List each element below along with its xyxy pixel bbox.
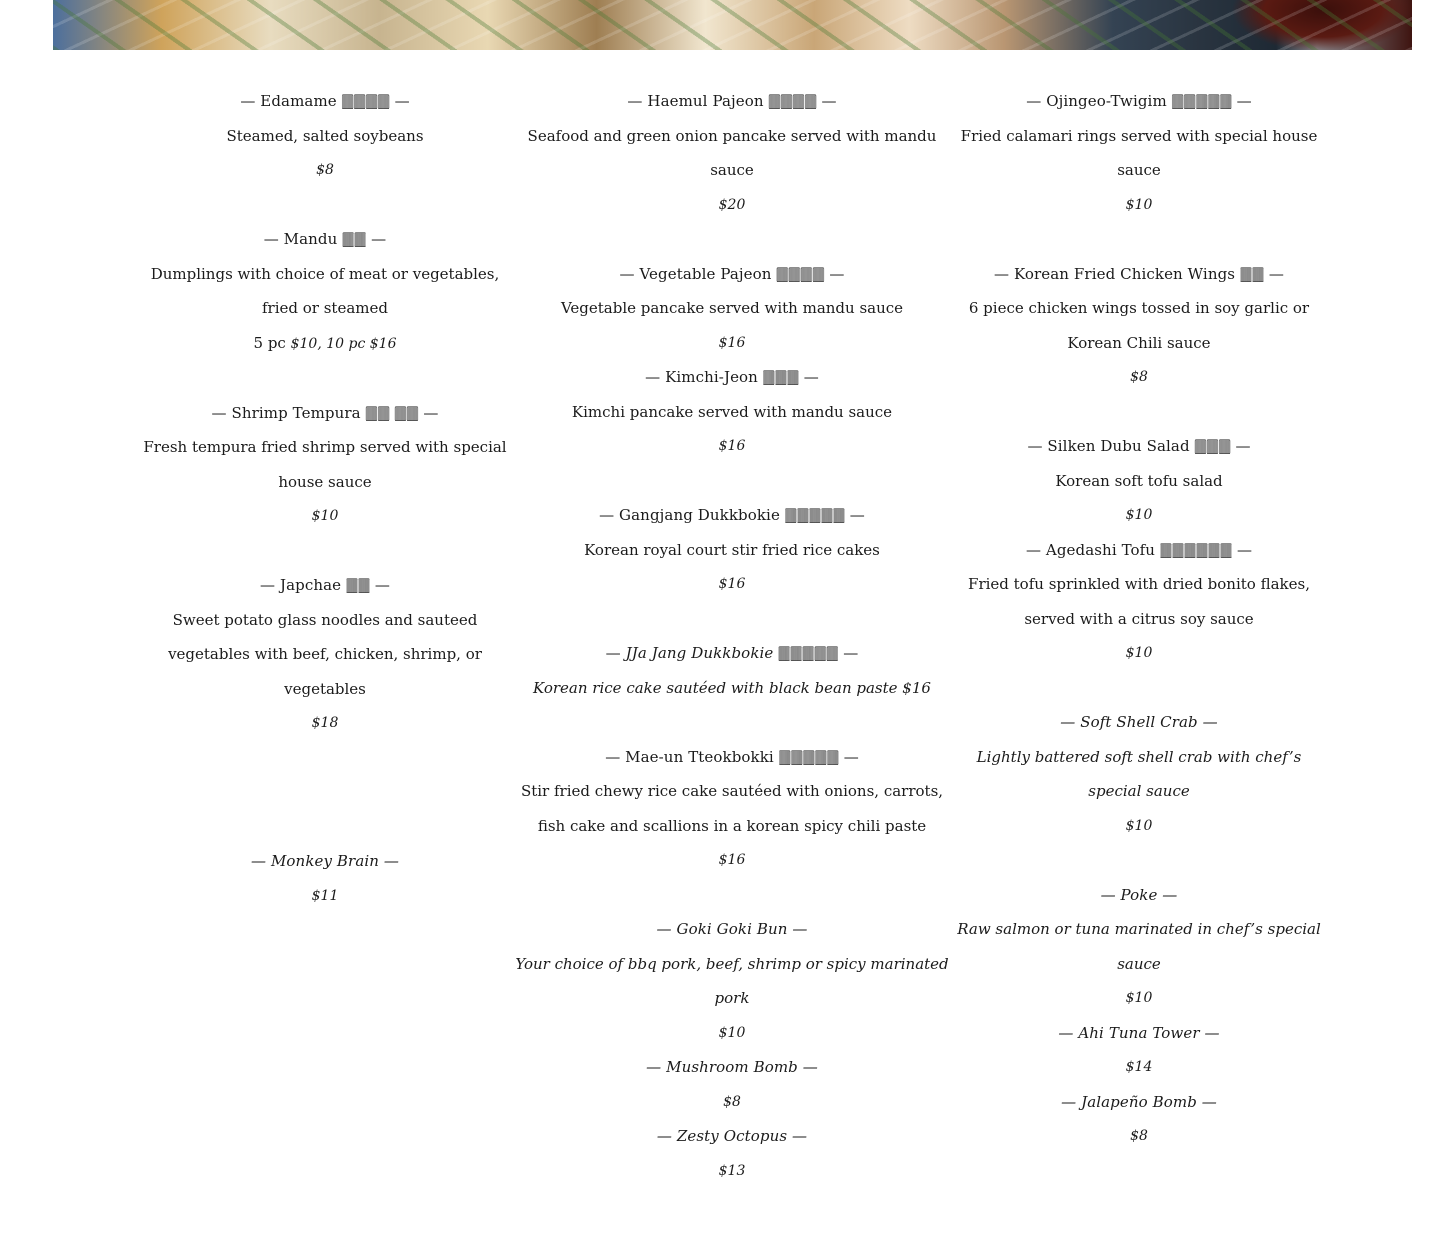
item-price-prefix: 5 pc xyxy=(253,333,291,352)
menu-item-edamame xyxy=(140,84,510,188)
menu-item-soft-shell-crab xyxy=(954,705,1324,843)
item-title: — Haemul Pajeon 🀫🀫🀫🀫 — xyxy=(627,92,837,110)
menu-item-ojingeo-twigim xyxy=(954,84,1324,222)
menu-item-agedashi-tofu xyxy=(954,533,1324,671)
item-price: $10 xyxy=(1125,817,1153,834)
menu-item-mushroom-bomb xyxy=(512,1050,952,1119)
item-title: — Mushroom Bomb — xyxy=(646,1058,818,1076)
menu-item-jalapeno-bomb xyxy=(954,1085,1324,1154)
hero-food-photo xyxy=(53,0,1412,50)
item-title: — Japchae 🀫🀫 — xyxy=(260,576,390,594)
item-title: — Shrimp Tempura 🀫🀫 🀫🀫 — xyxy=(211,403,439,422)
item-price: $10 xyxy=(1125,645,1153,661)
item-description: 6 piece chicken wings tossed in soy garlic or Korean Chili sauce xyxy=(968,299,1310,352)
item-description: Stir fried chewy rice cake sautéed with onions, carrots, fish cake and scallions in a korean spicy chili paste xyxy=(520,782,944,835)
menu-item-korean-fried-chicken-wings xyxy=(954,257,1324,395)
item-title: — Agedashi Tofu 🀫🀫🀫🀫🀫🀫 — xyxy=(1025,540,1253,559)
item-title: — Mae-un Tteokbokki 🀫🀫🀫🀫🀫 — xyxy=(605,747,859,766)
item-description: Korean soft tofu salad xyxy=(1055,471,1223,490)
menu-column-2 xyxy=(512,84,952,1188)
item-title: — Silken Dubu Salad 🀫🀫🀫 — xyxy=(1027,437,1251,455)
item-price: $16 xyxy=(718,334,746,351)
item-price: $16 xyxy=(718,852,746,868)
item-description: Raw salmon or tuna marinated in chef’s special sauce xyxy=(957,920,1321,973)
item-price: $13 xyxy=(718,1162,746,1179)
item-title: — Mandu 🀫🀫 — xyxy=(263,230,387,248)
menu-column-1 xyxy=(140,84,510,913)
item-description: Vegetable pancake served with mandu sauce xyxy=(560,299,904,317)
item-description: Fried tofu sprinkled with dried bonito flakes, served with a citrus soy sauce xyxy=(968,575,1310,628)
item-price: $10 xyxy=(1125,196,1153,213)
item-price: $20 xyxy=(718,196,746,213)
menu-item-monkey-brain xyxy=(140,844,510,913)
item-title: — Goki Goki Bun — xyxy=(656,920,808,938)
item-price: $18 xyxy=(311,715,339,731)
menu-item-shrimp-tempura xyxy=(140,396,510,534)
item-title: — Soft Shell Crab — xyxy=(1060,713,1218,731)
item-title xyxy=(512,636,952,671)
menu-item-silken-dubu-salad xyxy=(954,429,1324,533)
menu-item-haemul-pajeon xyxy=(512,84,952,222)
item-description: Lightly battered soft shell crab with chef’s special sauce xyxy=(976,747,1302,800)
item-price: $10 xyxy=(1125,990,1153,1006)
menu-column-3 xyxy=(954,84,1324,1154)
item-title: — Kimchi-Jeon 🀫🀫🀫 — xyxy=(645,368,819,386)
menu-item-mandu xyxy=(140,222,510,361)
item-title-suffix: 🀫🀫🀫🀫🀫 — xyxy=(773,644,859,662)
item-description: Seafood and green onion pancake served with mandu sauce xyxy=(527,126,937,179)
item-price: $10 xyxy=(1125,507,1153,523)
item-price: $16 xyxy=(718,576,746,592)
item-description: Korean rice cake sautéed with black bean paste $16 xyxy=(533,678,931,697)
item-description: Your choice of bbq pork, beef, shrimp or spicy marinated pork xyxy=(515,954,949,1007)
item-title: — Gangjang Dukkbokie 🀫🀫🀫🀫🀫 — xyxy=(599,506,865,524)
item-price: $11 xyxy=(311,887,339,904)
item-title: — Ahi Tuna Tower — xyxy=(1058,1023,1220,1042)
menu-item-goki-goki-bun xyxy=(512,912,952,1050)
item-price: $8 xyxy=(316,162,334,178)
item-title: — Ojingeo-Twigim 🀫🀫🀫🀫🀫 — xyxy=(1026,92,1252,110)
item-price: $8 xyxy=(723,1093,741,1110)
menu-item-jja-jang-dukkbokie xyxy=(512,636,952,705)
menu-item-vegetable-pajeon xyxy=(512,257,952,361)
item-description: Sweet potato glass noodles and sauteed vegetables with beef, chicken, shrimp, or vegetables xyxy=(168,610,482,698)
menu-item-kimchi-jeon xyxy=(512,360,952,464)
item-title: — Zesty Octopus — xyxy=(656,1127,808,1145)
item-price: $10 xyxy=(718,1024,746,1041)
item-description: Fresh tempura fried shrimp served with special house sauce xyxy=(143,438,507,491)
item-title-prefix: — xyxy=(605,644,626,662)
item-title: — Monkey Brain — xyxy=(251,852,399,870)
menu-item-gangjang-dukkbokie xyxy=(512,498,952,602)
item-title: — Jalapeño Bomb — xyxy=(1061,1092,1217,1111)
item-description: Dumplings with choice of meat or vegetables, fried or steamed xyxy=(150,264,500,317)
item-description: Korean royal court stir fried rice cakes xyxy=(584,540,880,559)
item-price-line xyxy=(140,326,510,362)
item-price: $10, 10 pc $16 xyxy=(290,335,397,352)
item-price: $8 xyxy=(1130,1128,1148,1144)
item-price: $8 xyxy=(1130,369,1148,385)
menu-item-zesty-octopus xyxy=(512,1119,952,1188)
item-description: Fried calamari rings served with special house sauce xyxy=(960,126,1318,179)
item-price: $16 xyxy=(718,438,746,454)
item-price: $10 xyxy=(311,508,339,524)
item-description: Kimchi pancake served with mandu sauce xyxy=(571,402,893,421)
item-title-name: JJa Jang Dukkbokie xyxy=(625,644,774,662)
menu-item-mae-un-tteokbokki xyxy=(512,740,952,878)
item-title: — Poke — xyxy=(1100,885,1178,904)
menu-item-poke xyxy=(954,878,1324,1016)
item-title: — Vegetable Pajeon 🀫🀫🀫🀫 — xyxy=(619,264,845,283)
item-price: $14 xyxy=(1125,1059,1153,1075)
item-title: — Edamame 🀫🀫🀫🀫 — xyxy=(240,92,410,110)
menu-item-ahi-tuna-tower xyxy=(954,1016,1324,1085)
item-description: Steamed, salted soybeans xyxy=(226,126,424,145)
item-title: — Korean Fried Chicken Wings 🀫🀫 — xyxy=(994,264,1284,283)
menu-item-japchae xyxy=(140,568,510,741)
